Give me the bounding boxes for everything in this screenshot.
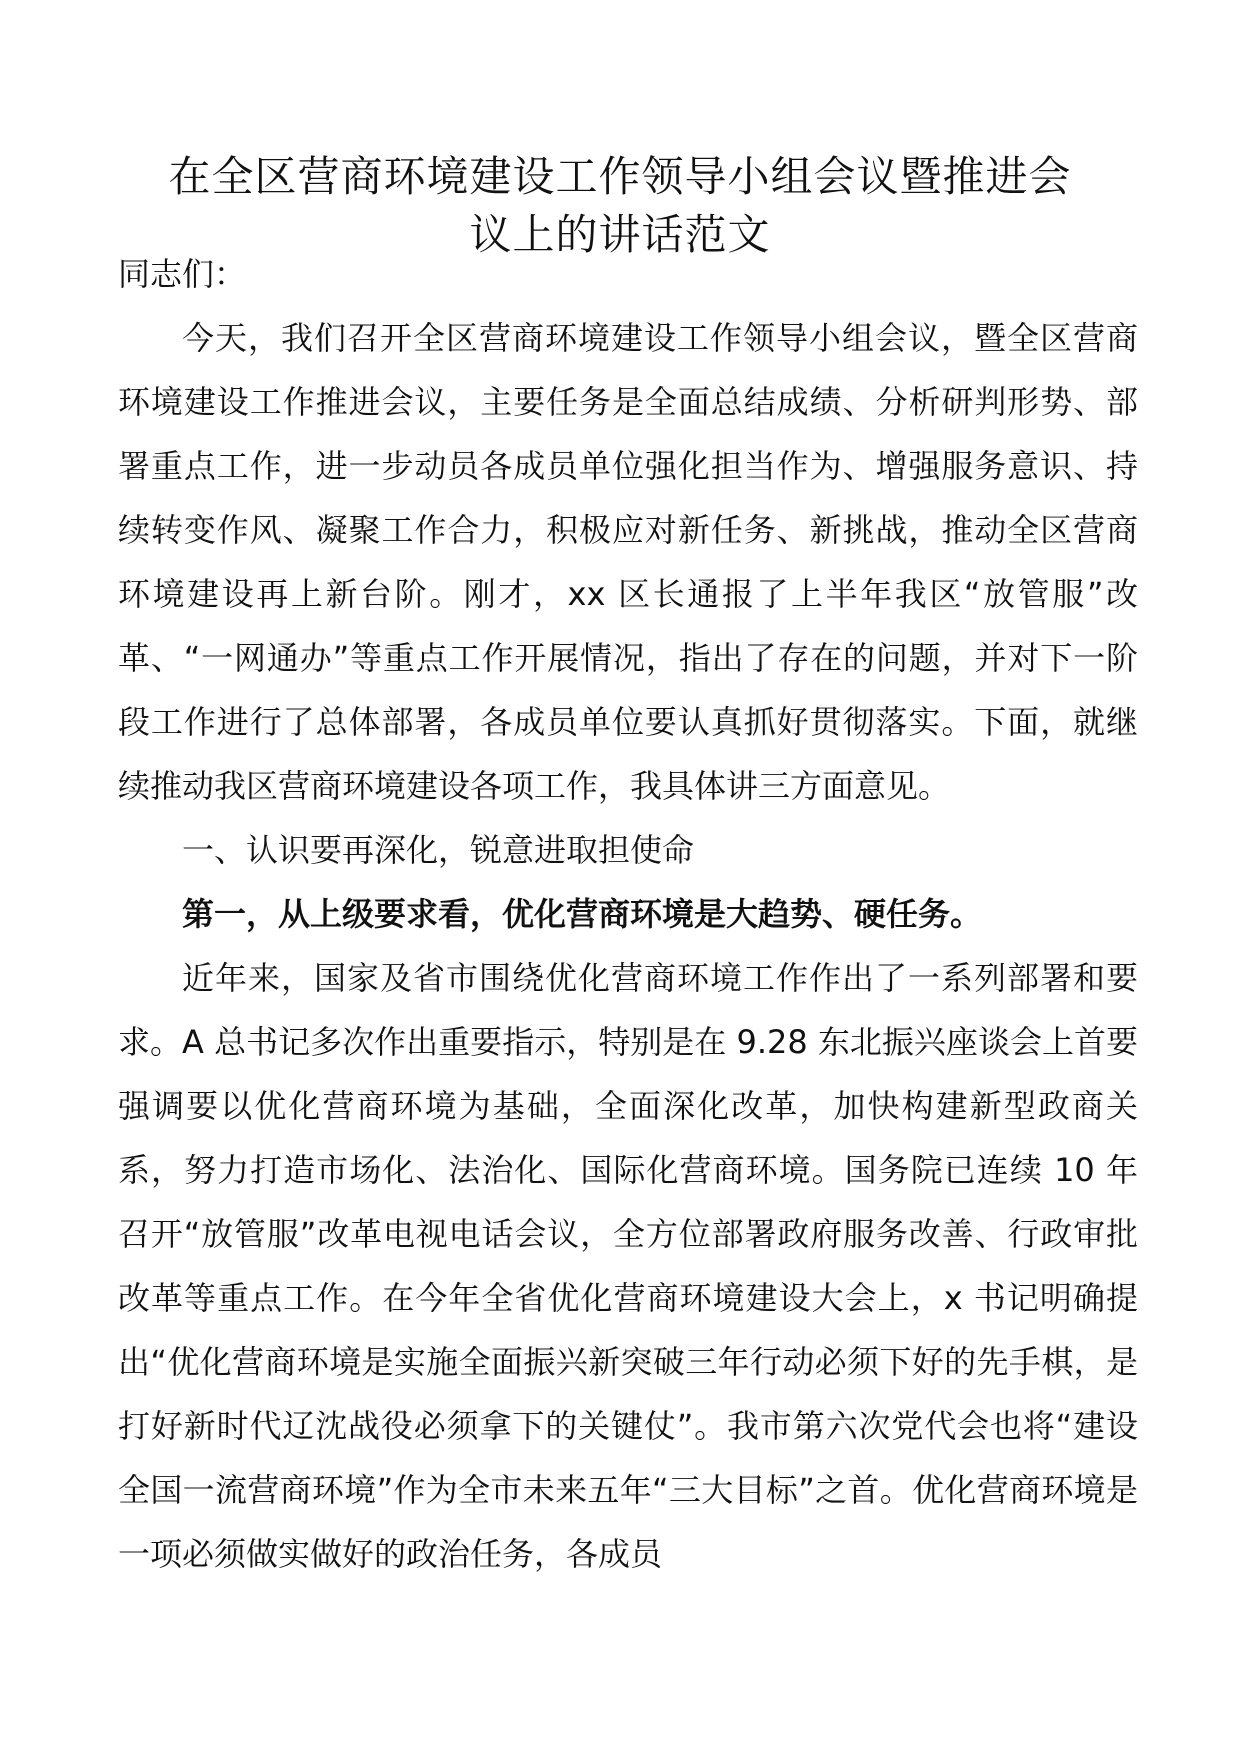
point-heading-1: 第一，从上级要求看，优化营商环境是大趋势、硬任务。 (182, 895, 983, 933)
salutation: 同志们： (118, 255, 247, 293)
title-line-2: 议上的讲话范文 (469, 210, 771, 259)
paragraph-point-1: 近年来，国家及省市围绕优化营商环境工作作出了一系列部署和要求。A 总书记多次作出重要指示，特别是在 9.28 东北振兴座谈会上首要强调要以优化营商环境为基础，全面深化改革，加快构建新型政商关系，努力打造市场化、法治化、国际化营商环境。国务院已连续 10 年召开“放管服”改革电视电话会议，全方位部署政府服务改善、行政审批改革等重点工作。在今年全省优化营商环境建设大会上，x 书记明确提出“优化营商环境是实施全面振兴新突破三年行动必须下好的先手棋，是打好新时代辽沈战役必须拿下的关键仗”。我市第六次党代会也将“建设全国一流营商环境”作为全市未来五年“三大目标”之首。优化营商环境是一项必须做实做好的政治任务，各成员 (118, 959, 1138, 1573)
section-heading-1: 一、认识要再深化，锐意进取担使命 (182, 831, 695, 869)
title-line-1: 在全区营商环境建设工作领导小组会议暨推进会 (168, 152, 1072, 201)
paragraph-opening: 今天，我们召开全区营商环境建设工作领导小组会议，暨全区营商环境建设工作推进会议，主要任务是全面总结成绩、分析研判形势、部署重点工作，进一步动员各成员单位强化担当作为、增强服务意识、持续转变作风、凝聚工作合力，积极应对新任务、新挑战，推动全区营商环境建设再上新台阶。刚才，xx 区长通报了上半年我区“放管服”改革、“一网通办”等重点工作开展情况，指出了存在的问题，并对下一阶段工作进行了总体部署，各成员单位要认真抓好贯彻落实。下面，就继续推动我区营商环境建设各项工作，我具体讲三方面意见。 (118, 319, 1138, 805)
document-body (118, 242, 1138, 1586)
